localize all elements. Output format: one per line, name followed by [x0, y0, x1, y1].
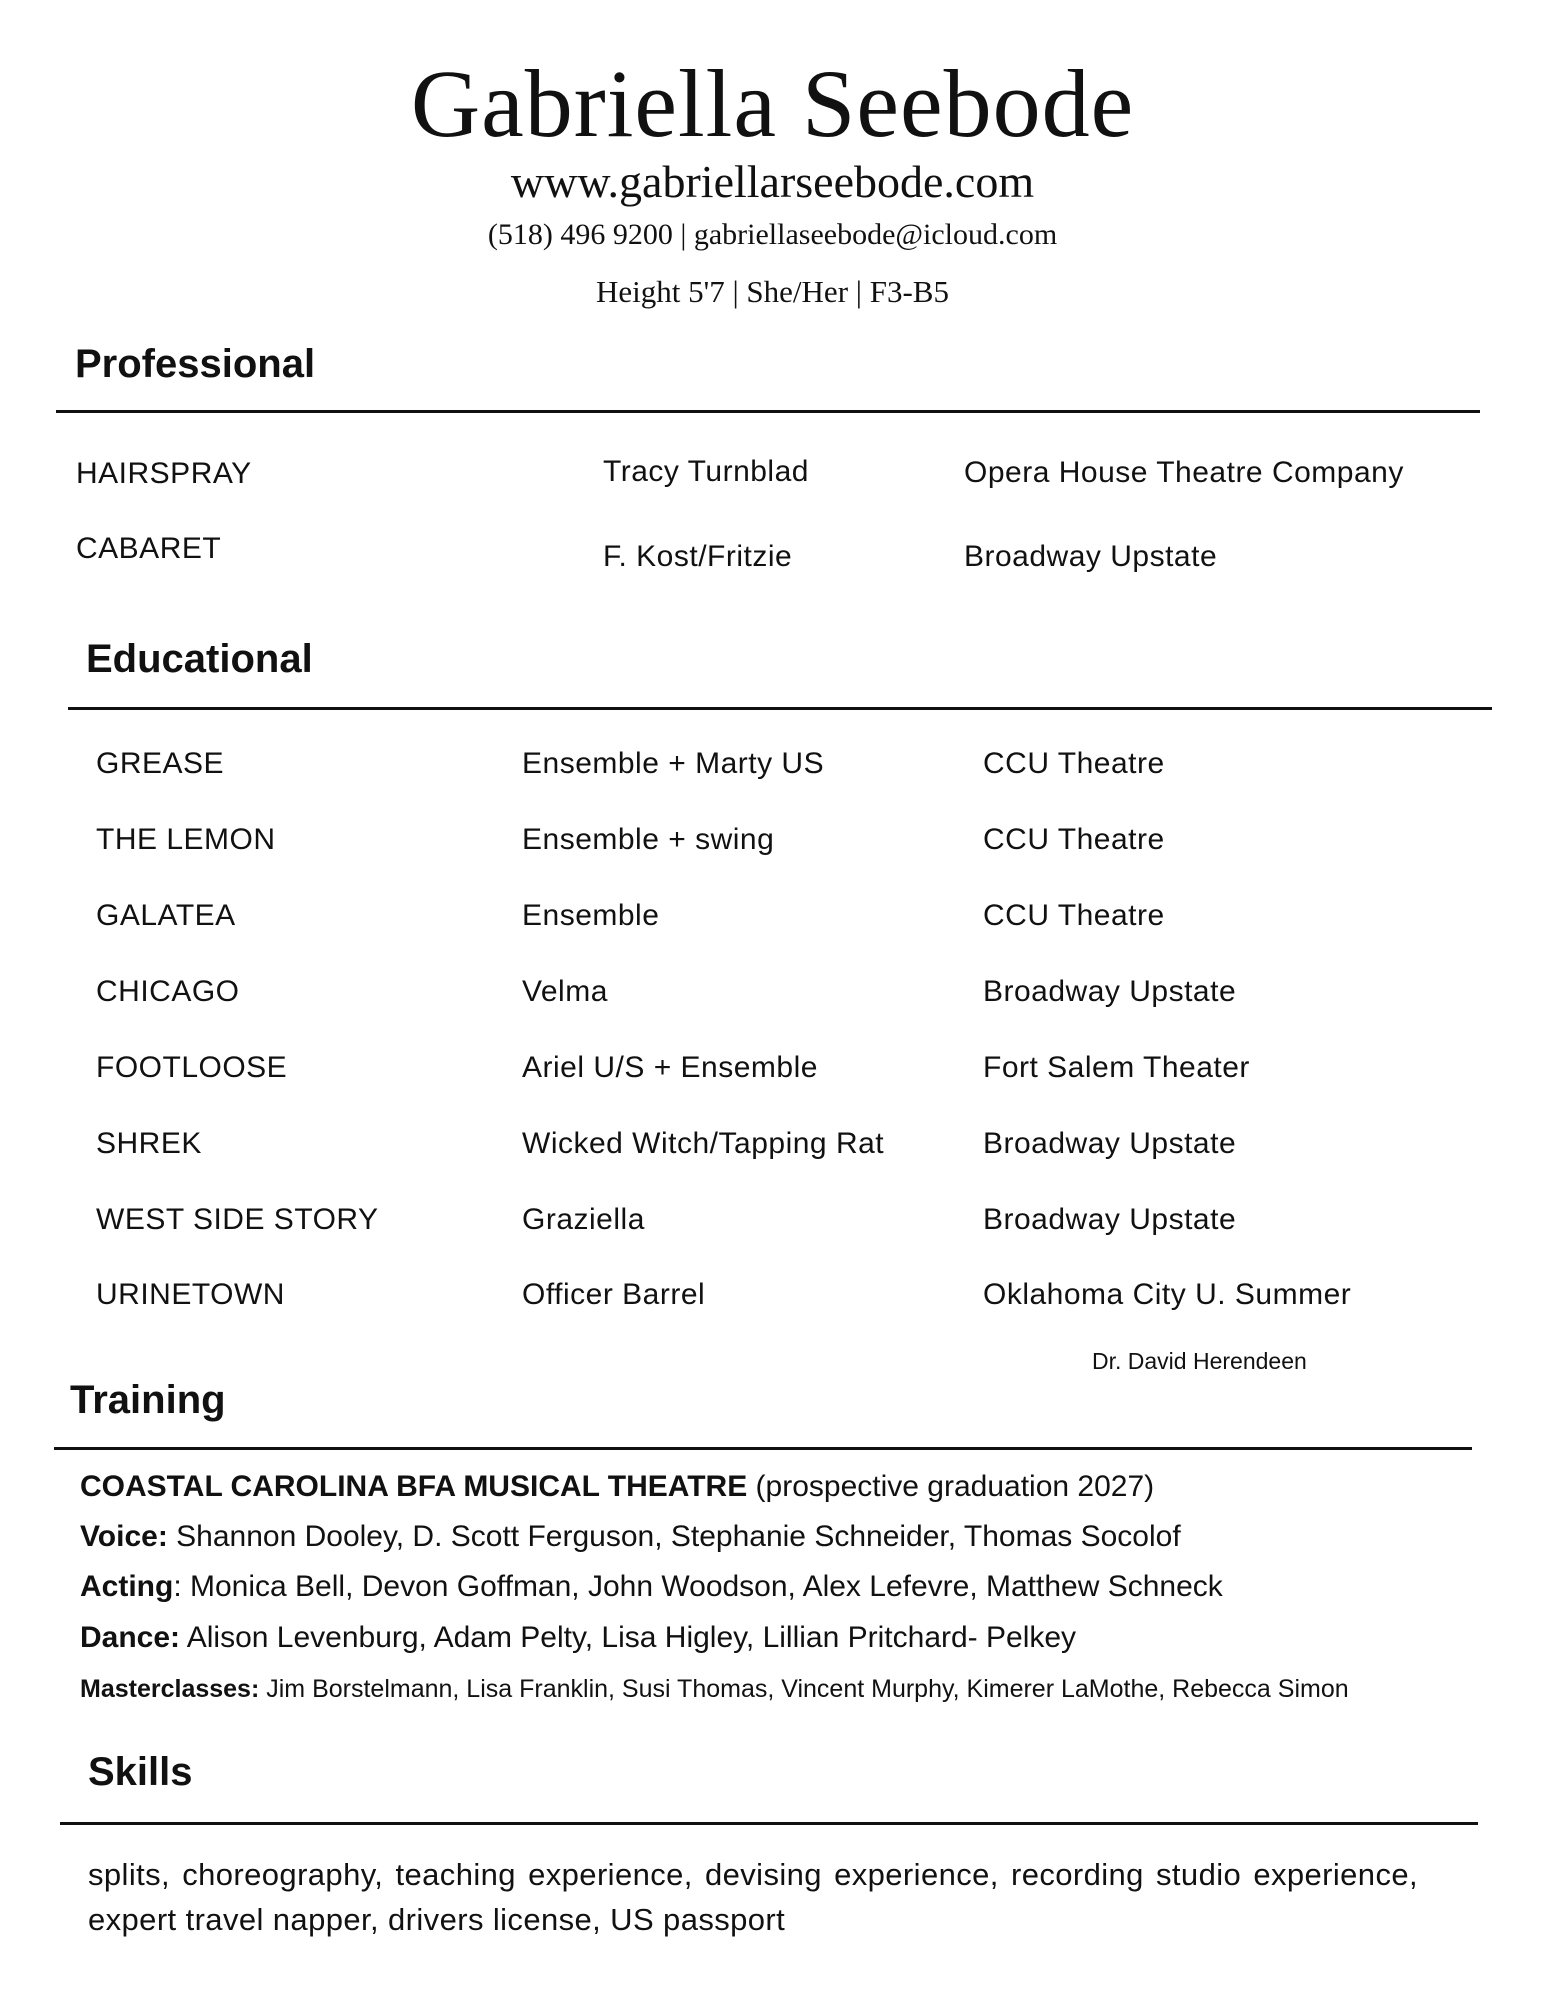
role-name: Velma — [522, 975, 608, 1008]
training-school-line — [80, 1470, 1154, 1504]
role-name: Ariel U/S + Ensemble — [522, 1051, 818, 1084]
acting-teachers: : Monica Bell, Devon Goffman, John Woodson, Alex Lefevre, Matthew Schneck — [173, 1570, 1223, 1603]
company-name: CCU Theatre — [983, 747, 1165, 780]
role-name: Ensemble + Marty US — [522, 747, 825, 780]
masterclasses-label: Masterclasses: — [80, 1675, 260, 1703]
resume-name: Gabriella Seebode — [410, 50, 1135, 157]
acting-label: Acting — [80, 1570, 174, 1603]
role-name: Officer Barrel — [522, 1278, 706, 1311]
company-name: Broadway Upstate — [964, 540, 1218, 573]
company-name: Broadway Upstate — [983, 1203, 1237, 1236]
school-name: COASTAL CAROLINA BFA MUSICAL THEATRE — [80, 1470, 748, 1503]
company-name: Fort Salem Theater — [983, 1051, 1250, 1084]
dance-teachers: Alison Levenburg, Adam Pelty, Lisa Higley, Lillian Pritchard- Pelkey — [180, 1621, 1077, 1654]
skills-text: splits, choreography, teaching experience, devising experience, recording studio experience, expert travel napper, drivers license, US passport — [88, 1857, 1418, 1937]
show-title: CHICAGO — [96, 975, 240, 1008]
show-title: GALATEA — [96, 899, 236, 932]
show-title: HAIRSPRAY — [76, 457, 252, 490]
role-name: Ensemble — [522, 899, 660, 932]
training-dance-line — [80, 1621, 1076, 1655]
role-name: F. Kost/Fritzie — [603, 540, 793, 573]
masterclasses-teachers: Jim Borstelmann, Lisa Franklin, Susi Thomas, Vincent Murphy, Kimerer LaMothe, Rebecca Simon — [259, 1675, 1349, 1703]
section-title-professional: Professional — [75, 342, 316, 386]
stats-line: Height 5'7 | She/Her | F3-B5 — [596, 274, 949, 309]
company-name: CCU Theatre — [983, 899, 1165, 932]
training-voice-line — [80, 1520, 1181, 1554]
school-note: (prospective graduation 2027) — [747, 1470, 1155, 1503]
company-name: Broadway Upstate — [983, 975, 1237, 1008]
section-title-training: Training — [70, 1378, 226, 1422]
show-title: WEST SIDE STORY — [96, 1203, 379, 1236]
company-name: Oklahoma City U. Summer — [983, 1278, 1352, 1311]
role-name: Graziella — [522, 1203, 645, 1236]
contact-line: (518) 496 9200 | gabriellaseebode@icloud.com — [487, 218, 1058, 251]
section-title-skills: Skills — [88, 1750, 193, 1794]
show-title: FOOTLOOSE — [96, 1051, 288, 1084]
section-rule — [68, 707, 1492, 710]
role-name: Ensemble + swing — [522, 823, 775, 856]
section-rule — [56, 410, 1480, 413]
company-name: Opera House Theatre Company — [964, 456, 1404, 489]
dance-label: Dance: — [80, 1621, 181, 1654]
company-name: Broadway Upstate — [983, 1127, 1237, 1160]
voice-label: Voice: — [80, 1520, 168, 1553]
role-name: Tracy Turnblad — [603, 455, 809, 488]
show-title: CABARET — [76, 532, 222, 565]
show-title: THE LEMON — [96, 823, 276, 856]
voice-teachers: Shannon Dooley, D. Scott Ferguson, Stephanie Schneider, Thomas Socolof — [167, 1520, 1181, 1553]
section-rule — [60, 1822, 1478, 1825]
show-title: GREASE — [96, 747, 225, 780]
training-masterclasses-line — [80, 1675, 1349, 1704]
company-name: CCU Theatre — [983, 823, 1165, 856]
training-acting-line — [80, 1570, 1223, 1604]
show-title: URINETOWN — [96, 1278, 285, 1311]
show-title: SHREK — [96, 1127, 202, 1160]
role-name: Wicked Witch/Tapping Rat — [522, 1127, 885, 1160]
section-title-educational: Educational — [86, 637, 313, 681]
section-rule — [54, 1447, 1472, 1450]
website-text: www.gabriellarseebode.com — [510, 156, 1035, 207]
director-note: Dr. David Herendeen — [1092, 1348, 1307, 1374]
